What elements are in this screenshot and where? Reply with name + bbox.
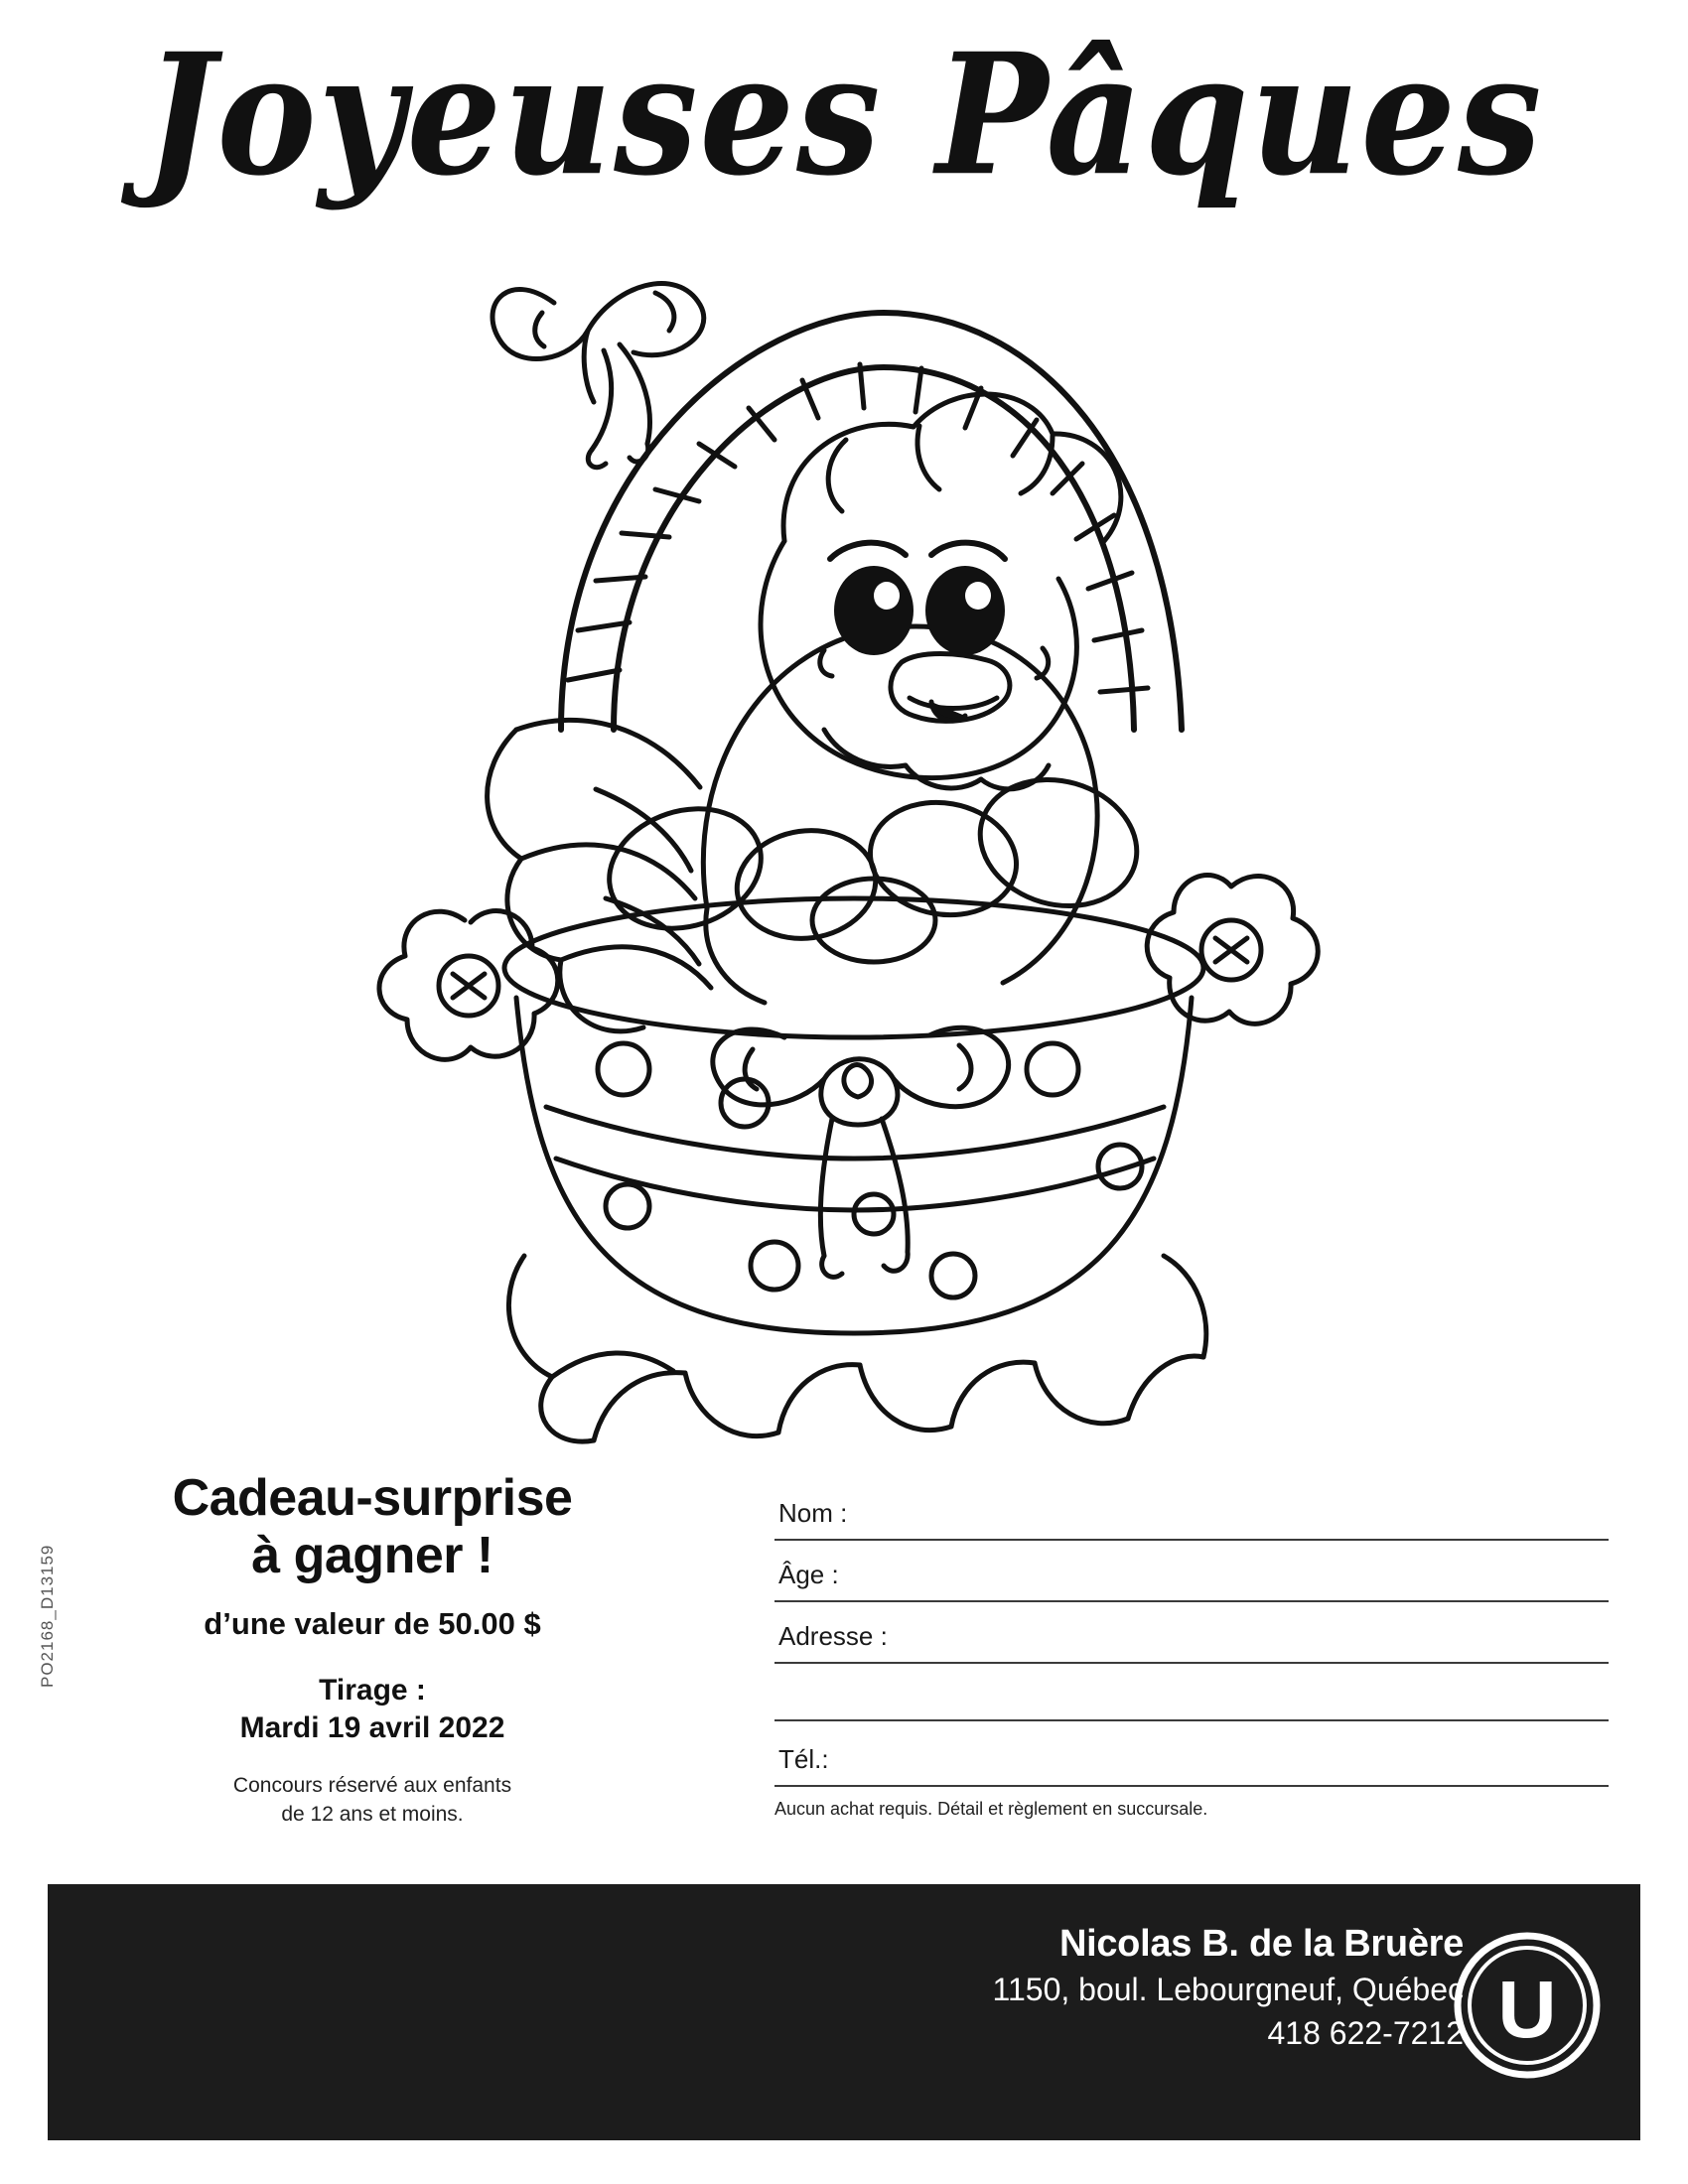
uniprix-logo-icon bbox=[1454, 1932, 1601, 2079]
easter-basket-chick-coloring-illustration bbox=[357, 213, 1340, 1444]
field-label-nom: Nom : bbox=[778, 1498, 848, 1528]
entry-form bbox=[774, 1479, 1609, 1820]
promo-headline-line2: à gagner ! bbox=[251, 1527, 493, 1585]
footer-bar bbox=[48, 1884, 1640, 2140]
draw-date: Mardi 19 avril 2022 bbox=[239, 1710, 505, 1744]
promo-headline bbox=[109, 1469, 635, 1584]
field-telephone[interactable] bbox=[774, 1721, 1609, 1787]
footer-text bbox=[993, 1920, 1464, 2055]
contest-rules bbox=[109, 1772, 635, 1829]
field-nom[interactable] bbox=[774, 1479, 1609, 1541]
form-disclaimer: Aucun achat requis. Détail et règlement en succursale. bbox=[774, 1799, 1208, 1819]
field-label-age: Âge : bbox=[778, 1560, 839, 1589]
promo-headline-line1: Cadeau-surprise bbox=[172, 1469, 573, 1527]
field-age[interactable] bbox=[774, 1541, 1609, 1602]
promo-value: d’une valeur de 50.00 $ bbox=[204, 1606, 541, 1642]
draw-label: Tirage : bbox=[319, 1674, 426, 1707]
promo-block bbox=[109, 1469, 635, 1829]
contest-rules-line1: Concours réservé aux enfants bbox=[232, 1774, 512, 1798]
field-label-telephone: Tél.: bbox=[778, 1744, 829, 1774]
merchant-name: Nicolas B. de la Bruère bbox=[1058, 1923, 1464, 1965]
merchant-address: 1150, boul. Lebourgneuf, Québec bbox=[992, 1972, 1464, 2008]
field-adresse[interactable] bbox=[774, 1602, 1609, 1664]
print-code: PO2168_D13159 bbox=[38, 1544, 57, 1688]
field-adresse-suite[interactable] bbox=[774, 1664, 1609, 1721]
page-title: Joyeuses Pâques bbox=[144, 17, 1544, 213]
contest-rules-line2: de 12 ans et moins. bbox=[281, 1802, 464, 1826]
field-label-adresse: Adresse : bbox=[778, 1621, 888, 1651]
svg-text:U: U bbox=[1497, 1965, 1557, 2055]
merchant-phone: 418 622-7212 bbox=[1267, 2014, 1464, 2051]
